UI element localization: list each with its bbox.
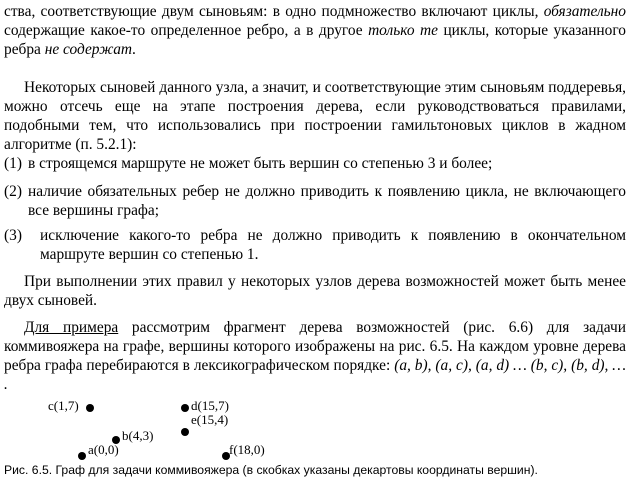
p1-text-e: циклы, которые указанного ребра — [4, 22, 626, 58]
example-link[interactable]: Для примера — [24, 319, 119, 336]
p4-text: рассмотрим фрагмент дерева возможностей (рис. 6.6) для задачи коммивояжера на графе, вершины которого изображены на рис. 6.5. На каждом уровне дерева ребра графа перебираются в лексикографическом порядке: — [4, 319, 627, 374]
p1-italic-d: только те — [368, 22, 438, 39]
vertex-e — [181, 428, 189, 436]
rule-1 — [4, 154, 626, 173]
vertex-e-label: e(15,4) — [191, 412, 229, 427]
paragraph-3: При выполнении этих правил у некоторых узлов дерева возможностей может быть менее двух сыновей. — [4, 273, 626, 309]
paragraph-1 — [4, 2, 626, 59]
rule-1-text: в строящемся маршруте не может быть вершин со степенью 3 и более; — [28, 155, 493, 172]
vertex-a-label: a(0,0) — [88, 442, 119, 457]
rule-2 — [4, 182, 626, 220]
graph-figure — [0, 392, 634, 462]
paragraph-4 — [4, 318, 626, 394]
p1-italic-f: не содержат — [44, 41, 133, 58]
rule-2-number: (2) — [4, 183, 22, 200]
vertex-a — [78, 452, 86, 460]
vertex-d — [181, 404, 189, 412]
vertex-c-label: c(1,7) — [48, 398, 79, 413]
p1-italic-b: обязательно — [543, 3, 626, 20]
p1-text-g: . — [132, 41, 136, 58]
rule-3 — [4, 226, 626, 264]
p4-edge-pairs: (a, b), (a, c), (a, d) … (b, c), (b, d), … . — [4, 357, 626, 393]
p1-text-a: ства, соответствующие двум сыновьям: в одно подмножество включают циклы, — [4, 3, 544, 20]
paragraph-2: Некоторых сыновей данного узла, а значит, и соответствующие этим сыновьям поддеревья, можно отсечь еще на этапе построения дерева, если руководствоваться правилами, подобными тем, что использовались при построении гамильтоновых циклов в жадном алгоритме (п. 5.2.1): — [4, 79, 626, 153]
vertex-b-label: b(4,3) — [122, 428, 154, 443]
vertex-c — [86, 404, 94, 412]
p1-text-c: содержащие какое-то определенное ребро, а в другое — [4, 22, 369, 39]
vertex-f-label: f(18,0) — [229, 442, 265, 457]
vertex-d-label: d(15,7) — [191, 398, 229, 413]
rule-3-number: (3) — [4, 227, 22, 244]
rule-2-text: наличие обязательных ребер не должно приводить к появлению цикла, не включающего все вершины графа; — [28, 183, 626, 219]
figure-caption: Рис. 6.5. Граф для задачи коммивояжера (в скобках указаны декартовы координаты вершин). — [4, 463, 538, 477]
rule-1-number: (1) — [4, 155, 22, 172]
rule-3-text: исключение какого-то ребра не должно приводить к появлению в окончательном маршруте вершин со степенью 1. — [40, 227, 626, 263]
